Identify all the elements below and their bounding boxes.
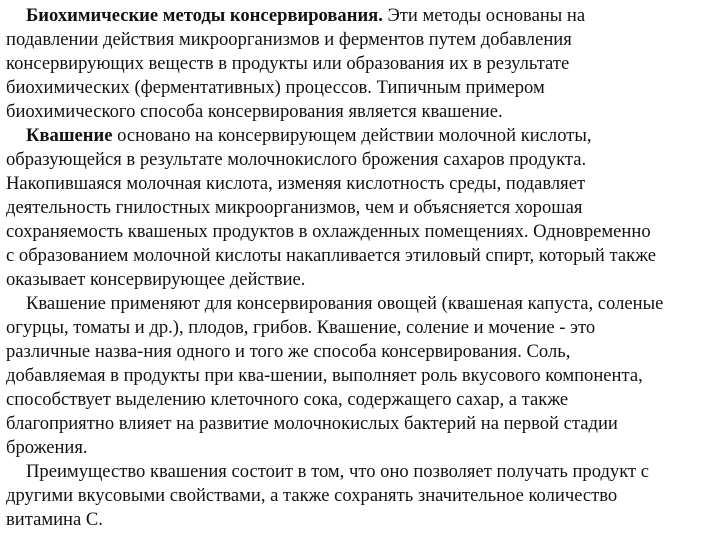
heading-biochemical-methods: Биохимические методы консервирования. <box>26 5 383 26</box>
paragraph-2-line-7: оказывает консервирующее действие. <box>6 269 306 290</box>
paragraph-4-line-2: другими вкусовыми свойствами, а также сохранять значительное количество <box>6 485 618 506</box>
paragraph-2-line-1 <box>26 124 592 148</box>
paragraph-3-line-1: Квашение применяют для консервирования овощей (квашеная капуста, соленые <box>26 293 664 314</box>
paragraph-1-line-3: консервирующих веществ в продукты или образования их в результате <box>6 53 570 74</box>
paragraph-text: Эти методы основаны на <box>382 5 586 26</box>
paragraph-1-line-2: подавлении действия микроорганизмов и ферментов путем добавления <box>6 29 572 50</box>
paragraph-2-line-3: Накопившаяся молочная кислота, изменяя кислотность среды, подавляет <box>6 173 586 194</box>
paragraph-2-line-4: деятельность гнилостных микроорганизмов, чем и объясняется хорошая <box>6 197 583 218</box>
paragraph-4-line-3: витамина С. <box>6 509 103 530</box>
paragraph-2-line-5: сохраняемость квашеных продуктов в охлажденных помещениях. Одновременно <box>6 221 651 242</box>
paragraph-3-line-5: способствует выделению клеточного сока, содержащего сахар, а также <box>6 389 569 410</box>
paragraph-1-line-5: биохимического способа консервирования является квашение. <box>6 101 503 122</box>
paragraph-4-line-1: Преимущество квашения состоит в том, что оно позволяет получать продукт с <box>26 461 650 482</box>
paragraph-3-line-2: огурцы, томаты и др.), плодов, грибов. Квашение, соление и мочение - это <box>6 317 596 338</box>
paragraph-3-line-7: брожения. <box>6 437 88 458</box>
paragraph-3-line-4: добавляемая в продукты при ква-шении, выполняет роль вкусового компонента, <box>6 365 643 386</box>
paragraph-3-line-6: благоприятно влияет на развитие молочнокислых бактерий на первой стадии <box>6 413 618 434</box>
paragraph-text: основано на консервирующем действии молочной кислоты, <box>112 125 592 146</box>
paragraph-2-line-2: образующейся в результате молочнокислого брожения сахаров продукта. <box>6 149 587 170</box>
paragraph-1-line-4: биохимических (ферментативных) процессов. Типичным примером <box>6 77 545 98</box>
paragraph-1-line-1 <box>26 4 585 28</box>
term-kvashenie: Квашение <box>26 125 113 146</box>
paragraph-3-line-3: различные назва-ния одного и того же способа консервирования. Соль, <box>6 341 571 362</box>
paragraph-2-line-6: с образованием молочной кислоты накапливается этиловый спирт, который также <box>6 245 656 266</box>
